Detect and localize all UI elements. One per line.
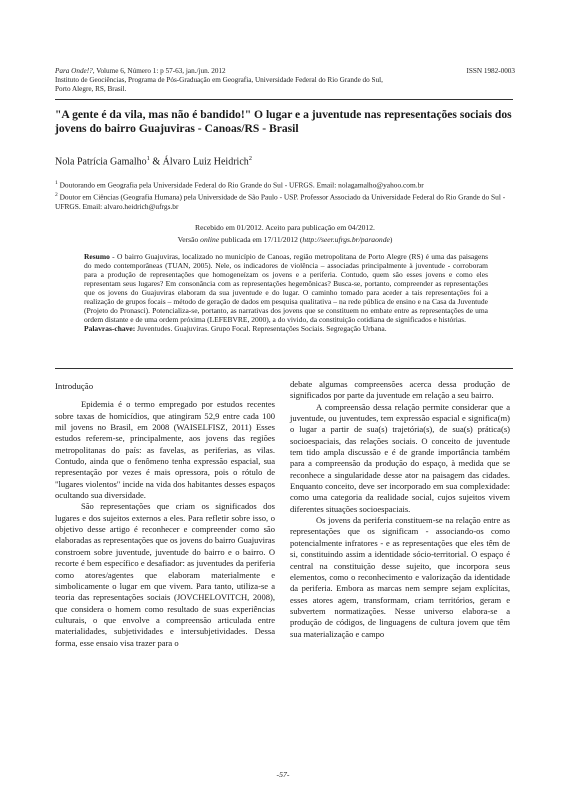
header-institution-1: Instituto de Geociências, Programa de Pós-Graduação em Geografia, Universidade Federal do Rio Grande do Sul, (55, 76, 383, 84)
journal-citation: Volume 6, Número 1: p 57-63, jan./jun. 2012 (94, 67, 226, 75)
header-divider (55, 99, 513, 100)
keywords (84, 324, 488, 333)
paragraph: São representações que criam os significados dos lugares e dos sujeitos externos a eles. Para refletir sobre isso, o objetivo desse artigo é reconhecer e compreender como são elaboradas as representações que os jovens do bairro Guajuviras constroem sobre juventude, juventude do bairro e o bairro. O recorte é bem específico e desafiador: as juventudes da periferia como atores/agentes que elaboram materialmente e simbolicamente o lugar em que vivem. Para tanto, utiliza-se a teoria das representações sociais (JOVCHELOVITCH, 2008), que considera o homem como resultado de suas experiências culturais, o que envolve a compreensão articulada entre materialidades, subjetividades e intersubjetividades. Dessa forma, esse ensaio visa trazer para o (55, 501, 275, 648)
abstract-body: - O bairro Guajuviras, localizado no município de Canoas, região metropolitana de Porto Alegre (RS) é uma das paisagens do medo contemporâneas (TUAN, 2005). Nele, os indicadores de violência – associadas principalmente à juventude - corroboram para a produção de representações que homogeneízam os jovens e a periferia. Contudo, quem são esses jovens e como eles representam seus lugares? Em consonância com as representações hegemônicas? Busca-se, portanto, compreender as representações que os jovens do Guajuviras elaboram da sua juventude e do lugar. O caminho tomado para aceder a tais representações foi a realização de grupos focais – método de geração de dados em pesquisa qualitativa – na rede pública de ensino e na Casa da Juventude (Projeto do Pronasci). Potencializa-se, portanto, as narrativas dos jovens que se constituem no embate entre as representações de uma ordem distante e de uma ordem próxima (LEFEBVRE, 2000), a do vivido, da constituição cotidiana de significados e histórias. (84, 252, 488, 325)
journal-url: http://seer.ufrgs.br/paraonde (302, 235, 390, 244)
page-number: -57- (276, 770, 290, 779)
received-date: Recebido em 01/2012. Aceito para publicação em 04/2012. (195, 223, 375, 232)
online-prefix: Versão (177, 235, 201, 244)
paragraph: Os jovens da periferia constituem-se na relação entre as representações que os significam - associando-os como potencialmente infratores - e as representações que eles têm de si, constituindo assim a identidade sócio-territorial. O espaço é central na constituição desse sujeito, que incorpora seus elementos, como o reconhecimento e valorização da identidade da periferia. Embora as marcas nem sempre sejam explícitas, esses atores agem, transformam, criam territórios, geram e subvertem normatizações. Nesse universo elabora-se a produção de códigos, de linguagens de cultura jovem que têm sua materialização e campo (290, 515, 510, 639)
affiliation-1-text: Doutorando em Geografia pela Universidade Federal do Rio Grande do Sul - UFRGS. Email: nolagamalho@yahoo.com.br (57, 180, 424, 190)
affiliation-1-mark: 1 (55, 180, 58, 186)
affiliation-2 (55, 191, 515, 212)
keywords-label: Palavras-chave: (84, 324, 136, 334)
author-separator: & (149, 156, 163, 168)
abstract-text (84, 252, 488, 324)
right-column (290, 379, 510, 640)
author-line (55, 152, 515, 168)
abstract-divider (55, 368, 513, 369)
paragraph: Epidemia é o termo empregado por estudos recentes sobre taxas de homicídios, que atingiram 52,9 entre cada 100 mil jovens no Brasil, em 2008 (WAISELFISZ, 2011) Esses estudos referem-se, principalmente, aos jovens das regiões metropolitanas do país: as favelas, as periferias, as vilas. Contudo, ainda que o fenômeno tenha expressão espacial, sua representação por vezes é mais opressora, pois o rótulo de "lugares violentos" incide na vida dos habitantes desses espaços ocultando sua diversidade. (55, 399, 275, 501)
author-1-mark: 1 (146, 155, 150, 162)
header-institution-2: Porto Alegre, RS, Brasil. (55, 85, 127, 93)
journal-name: Para Onde!?, (55, 67, 95, 75)
running-header (55, 67, 515, 94)
affiliation-2-text: Doutor em Ciências (Geografia Humana) pela Universidade de São Paulo - USP. Professor Associado da Universidade Federal do Rio Grande do Sul - UFRGS. Email: alvaro.heidrich@ufrgs.br (55, 192, 506, 212)
affiliation-2-mark: 2 (55, 192, 58, 199)
issn: ISSN 1982-0003 (466, 67, 515, 75)
keywords-list: Juventudes. Guajuviras. Grupo Focal. Representações Sociais. Segregação Urbana. (135, 324, 387, 334)
affiliations (55, 179, 515, 213)
article-title: "A gente é da vila, mas não é bandido!" O lugar e a juventude nas representações sociais dos jovens do bairro Guajuviras - Canoas/RS - Brasil (55, 108, 512, 135)
publication-dates (55, 222, 515, 246)
header-citation-line (55, 67, 515, 76)
section-heading: Introdução (55, 381, 94, 391)
abstract (84, 252, 488, 333)
affiliation-1 (55, 179, 515, 190)
online-date (55, 234, 515, 246)
left-column (55, 378, 275, 649)
online-suffix: publicada em 17/11/2012 ( (219, 235, 303, 244)
author-2-mark: 2 (248, 155, 253, 162)
online-word: online (200, 235, 220, 244)
online-close: ) (389, 235, 393, 244)
paragraph: A compreensão dessa relação permite considerar que a juventude, ou juventudes, tem expressão espacial e significa(m) o lugar a partir de sua(s) trajetória(s), de sua(s) prática(s) socioespaciais, das relações sociais. O conceito de juventude tem tido ampla discussão e é de grande importância também para a compreensão da produção do espaço, à medida que se reconhece a singularidade desse ator na paisagem das cidades. Enquanto conceito, deve ser incorporado em sua complexidade: como uma categoria da realidade social, cujos sujeitos vivem diferentes situações socioespaciais. (290, 401, 510, 514)
abstract-label: Resumo (84, 252, 110, 261)
author-1: Nola Patrícia Gamalho (55, 156, 147, 168)
author-2: Álvaro Luiz Heidrich (162, 156, 249, 168)
paragraph: debate algumas compreensões acerca dessa produção de significados por parte da juventude em relação a seu bairro. (290, 379, 510, 401)
